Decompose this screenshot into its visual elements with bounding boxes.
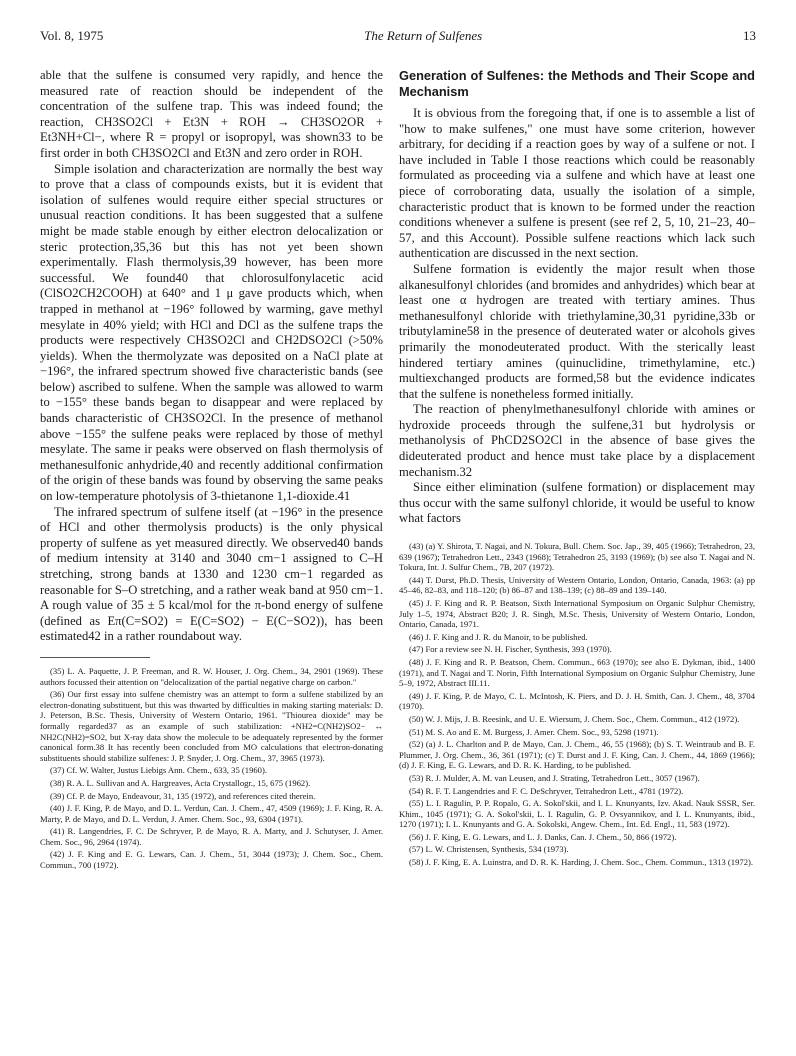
body-paragraph: able that the sulfene is consumed very rapidly, and hence the measured rate of reaction should be independent of the concentration of the sulfene trap. This was indeed found; the reaction, CH3SO2Cl + Et3N + ROH → CH3SO2OR + Et3NH+Cl−, where R = propyl or isopropyl, was shown33 to be first order in both CH3SO2Cl and Et3N and zero order in ROH.	[40, 68, 383, 160]
body-paragraph: The infrared spectrum of sulfene itself (at −196° in the presence of HCl and other thermolysis products) is the only physical property of sulfene as yet measured directly. We observed40 bands of medium intensity at 3140 and 3040 cm−1 assigned to C–H stretching, strong bands at 1330 and 1230 cm−1 regarded as reasonable for S–O stretching, and a rather weak band at 950 cm−1. A rough value of 35 ± 5 kcal/mol for the π-bond energy of sulfene (defined as Eπ(C=SO2) = E(C=SO2) − E(C−SO2)), has been estimated42 in a rather roundabout way.	[40, 504, 383, 644]
footnote: (50) W. J. Mijs, J. B. Reesink, and U. E. Wiersum, J. Chem. Soc., Chem. Commun., 412 (1972).	[409, 713, 740, 724]
footnote: (36) Our first essay into sulfene chemistry was an attempt to form a sulfene stabilized by an electron-donating substituent, but this was thwarted by difficulties in making starting materials: D. J. Peterson, B.Sc. Thesis, University of Western Ontario, 1961. "Thiourea dioxide" may be formally regarded37 as an example of such stabilization: +NH2=C(NH2)SO2− ↔ NH2C(NH2)=SO2, but X-ray data show the molecule to be adequately represented by the former canonical form.38 It has recently been concluded from MO calculations that electron-donating substituents should stabilize sulfenes: J. P. Snyder, J. Org. Chem., 37, 3965 (1973).	[40, 689, 383, 763]
left-column	[40, 68, 383, 873]
section-heading: Generation of Sulfenes: the Methods and Their Scope and Mechanism	[399, 68, 755, 99]
footnotes-right	[399, 541, 755, 868]
footnotes-left	[40, 666, 383, 871]
footnote: (58) J. F. King, E. A. Luinstra, and D. R. K. Harding, J. Chem. Soc., Chem. Commun., 1313 (1972).	[409, 857, 753, 868]
footnote: (40) J. F. King, P. de Mayo, and D. L. Verdun, Can. J. Chem., 47, 4509 (1969); J. F. King, R. A. Marty, P. de Mayo, and D. L. Verdun, J. Amer. Chem. Soc., 93, 6304 (1971).	[40, 803, 383, 824]
footnote: (45) J. F. King and R. P. Beatson, Sixth International Symposium on Organic Sulphur Chemistry, July 1–5, 1974, Abstract B20; J. R. Singh, M.Sc. Thesis, University of Western Ontario, London, Ontario, Canada, 1971.	[399, 598, 755, 630]
body-paragraph: Simple isolation and characterization are normally the best way to prove that a class of compounds exists, but it is evident that isolation of sulfenes would require either special structures or unusual reaction conditions. It has been suggested that a sulfene might be made stable enough by either electron delocalization or steric protection,35,36 but this has not yet been shown experimentally. Flash thermolysis,39 however, has been more successful. We found40 that chlorosulfonylacetic acid (ClSO2CH2COOH) at 640° and 1 μ gave products which, when trapped in methanol at −196° followed by warming, gave methyl mesylate in 40% yield; with HCl and DCl as the sulfene traps the products were respectively CH3SO2Cl and CH2DSO2Cl (>50% yields). When the thermolyzate was deposited on a NaCl plate at −196°, the infrared spectrum showed five characteristic bands (see below) ascribed to sulfene. When the sample was allowed to warm to −155° these bands began to disappear and were replaced by bands characteristic of CH3SO2Cl. In the presence of methanol above −155° the sulfene peaks were replaced by those of methyl mesylate. The same ir peaks were observed on flash thermolysis of methanesulfonic anhydride,40 and recently additional confirmation of the origin of these bands was found by observing the same peaks on low-temperature photolysis of 3-thietanone 1,1-dioxide.41	[40, 161, 383, 504]
footnote: (35) L. A. Paquette, J. P. Freeman, and R. W. Houser, J. Org. Chem., 34, 2901 (1969). These authors focussed their attention on "delocalization of the partial negative charge on carbon."	[40, 665, 383, 687]
running-title: The Return of Sulfenes	[364, 28, 483, 43]
page-number: 13	[743, 28, 756, 43]
body-paragraph: The reaction of phenylmethanesulfonyl chloride with amines or hydroxide proceeds through the sulfene,31 but hydrolysis or methanolysis of PhCD2SO2Cl in the absence of base gives the dideuterated product and hence must take place by a displacement mechanism.32	[399, 402, 755, 479]
footnote: (56) J. F. King, E. G. Lewars, and L. J. Danks, Can. J. Chem., 50, 866 (1972).	[409, 831, 677, 842]
body-paragraph: Sulfene formation is evidently the major result when those alkanesulfonyl chlorides (and bromides and anhydrides) which bear at least one α hydrogen are treated with tertiary amines. Thus methanesulfonyl chloride with triethylamine,30,31 pyridine,33b or tributylamine58 in the presence of deuterated water or alcohols gives primarily the monodeuterated product. With the sterically least hindered tertiary amines (quinuclidine, trimethylamine, etc.) multiexchanged products are formed,58 but the evidence indicates that the sulfene is nonetheless formed initially.	[399, 261, 755, 401]
running-header	[40, 28, 756, 48]
footnote: (44) T. Durst, Ph.D. Thesis, University of Western Ontario, London, Ontario, Canada, 1963: (a) pp 45–46, 82–83, and 118–120; (b) 86–87 and 138–139; (c) 88–89 and 139–140.	[399, 574, 755, 596]
volume-info: Vol. 8, 1975	[40, 28, 104, 43]
footnote: (48) J. F. King and R. P. Beatson, Chem. Commun., 663 (1970); see also E. Dykman, ibid., 1400 (1971), and T. Nagai and T. Norin, Fifth International Symposium on Organic Sulphur Chemistry, June 5–9, 1972, Abstract III.11.	[399, 656, 755, 689]
footnote-divider	[40, 657, 150, 658]
footnote: (54) R. F. T. Langendries and F. C. DeSchryver, Tetrahedron Lett., 4781 (1972).	[409, 785, 684, 796]
footnote: (43) (a) Y. Shirota, T. Nagai, and N. Tokura, Bull. Chem. Soc. Jap., 39, 405 (1966); Tetrahedron, 23, 639 (1967); Tetrahedron Lett., 2343 (1968); Tetrahedron 25, 3193 (1969); (b) see also T. Nagai and N. Tokura, Int. J. Sulfur Chem., 7B, 207 (1972).	[399, 541, 755, 573]
body-paragraph: It is obvious from the foregoing that, if one is to assemble a list of "how to make sulfenes," one must have some criterion, however arbitrary, for deciding if a reaction goes by way of a sulfene or not. I have included in Table I those reactions which could be reasonably formulated as proceeding via a sulfene and which have at least one piece of corroborating data, usually the isolation of a simple, characteristic product that is known to be formed under the reaction conditions whenever a sulfene is present (see ref 2, 5, 10, 21–23, 40–57, and this Account). Possible sulfene reactions which lack such authentication are discussed in the next section.	[399, 106, 755, 261]
footnote: (41) R. Langendries, F. C. De Schryver, P. de Mayo, R. A. Marty, and J. Schutyser, J. Amer. Chem. Soc., 96, 2964 (1974).	[40, 826, 383, 847]
footnote: (46) J. F. King and J. R. du Manoir, to be published.	[409, 631, 588, 642]
footnote: (47) For a review see N. H. Fischer, Synthesis, 393 (1970).	[409, 644, 612, 655]
footnote: (37) Cf. W. Walter, Justus Liebigs Ann. Chem., 633, 35 (1960).	[50, 765, 267, 776]
footnote: (49) J. F. King, P. de Mayo, C. L. McIntosh, K. Piers, and D. J. H. Smith, Can. J. Chem., 48, 3704 (1970).	[399, 690, 755, 712]
body-paragraph: Since either elimination (sulfene formation) or displacement may thus occur with the same sulfonyl chloride, it would be useful to know what factors	[399, 480, 755, 526]
footnote: (51) M. S. Ao and E. M. Burgess, J. Amer. Chem. Soc., 93, 5298 (1971).	[409, 726, 659, 737]
footnote: (39) Cf. P. de Mayo, Endeavour, 31, 135 (1972), and references cited therein.	[50, 790, 316, 801]
footnote: (52) (a) J. L. Charlton and P. de Mayo, Can. J. Chem., 46, 55 (1968); (b) S. T. Weintraub and B. F. Plummer, J. Org. Chem., 36, 361 (1971); (c) T. Durst and J. F. King, Can. J. Chem., 44, 1869 (1966); (d) J. F. King, E. G. Lewars, and D. R. K. Harding, to be published.	[399, 739, 755, 771]
footnote: (53) R. J. Mulder, A. M. van Leusen, and J. Strating, Tetrahedron Lett., 3057 (1967).	[409, 772, 700, 783]
footnote: (55) L. I. Ragulin, P. P. Ropalo, G. A. Sokol'skii, and I. L. Knunyants, Izv. Akad. Nauk SSSR, Ser. Khim., 1045 (1971); G. A. Sokol'skii, L. I. Ragulin, G. P. Ovsyannikov, and I. L. Knunyants, ibid., 1270 (1971); I. L. Knunyants and G. A. Sokolski, Angew. Chem., Int. Ed. Engl., 11, 583 (1972).	[399, 798, 755, 830]
footnote: (42) J. F. King and E. G. Lewars, Can. J. Chem., 51, 3044 (1973); J. Chem. Soc., Chem. Commun., 700 (1972).	[40, 849, 383, 871]
footnote: (57) L. W. Christensen, Synthesis, 534 (1973).	[409, 844, 569, 855]
footnote: (38) R. A. L. Sullivan and A. Hargreaves, Acta Crystallogr., 15, 675 (1962).	[50, 777, 311, 788]
right-column	[399, 68, 755, 870]
